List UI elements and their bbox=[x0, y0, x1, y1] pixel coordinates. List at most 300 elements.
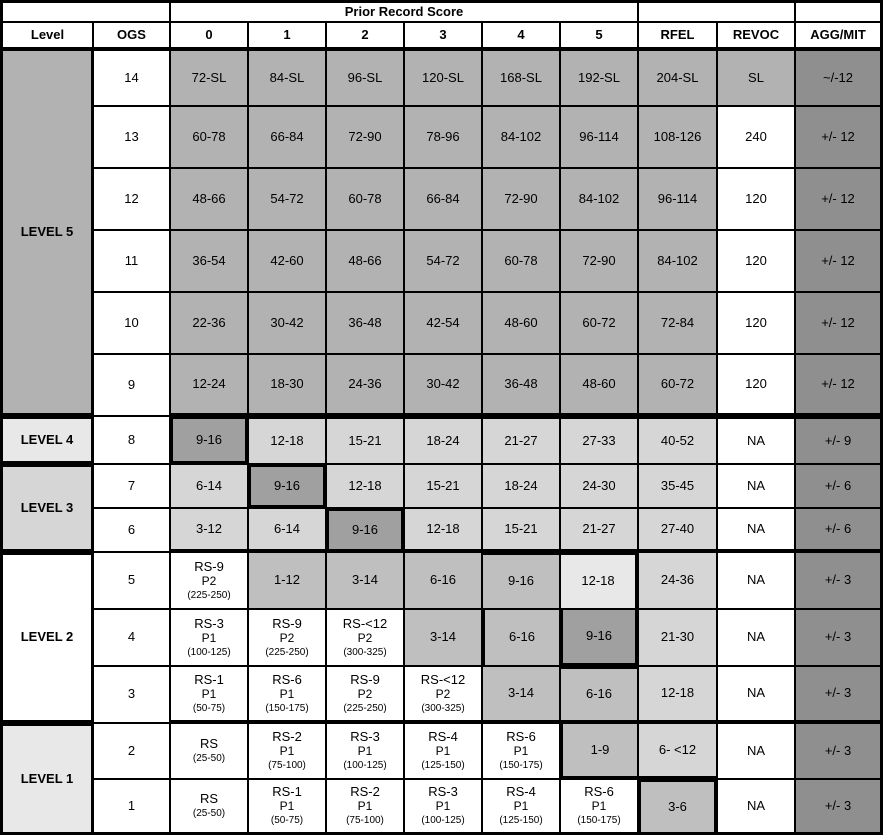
matrix-cell bbox=[326, 508, 404, 552]
matrix-cell bbox=[170, 106, 248, 168]
aggmit-cell bbox=[795, 508, 883, 552]
matrix-cell bbox=[482, 292, 560, 354]
cell-text: NA bbox=[746, 432, 766, 448]
matrix-cell bbox=[404, 292, 482, 354]
revoc-cell bbox=[717, 723, 795, 779]
matrix-cell bbox=[404, 464, 482, 508]
cell-text: 9-16 bbox=[507, 573, 535, 589]
cell-text: 60-78 bbox=[348, 190, 382, 206]
matrix-cell bbox=[404, 416, 482, 464]
header-aggmit bbox=[795, 22, 883, 48]
cell-text: RS-4 bbox=[506, 784, 536, 800]
cell-text: (300-325) bbox=[343, 646, 387, 658]
cell-text: 6-14 bbox=[273, 520, 301, 536]
cell-text: 27-33 bbox=[582, 432, 616, 448]
revoc-cell bbox=[717, 168, 795, 230]
cell-text: 12-18 bbox=[426, 520, 460, 536]
cell-text: 120 bbox=[745, 314, 767, 330]
matrix-cell bbox=[560, 666, 638, 723]
cell-text: AGG/MIT bbox=[810, 26, 866, 42]
matrix-cell bbox=[248, 416, 326, 464]
matrix-cell bbox=[638, 230, 717, 292]
revoc-cell bbox=[717, 106, 795, 168]
cell-text: (100-125) bbox=[343, 760, 387, 772]
cell-text: RS-3 bbox=[350, 729, 380, 745]
cell-text: 12-18 bbox=[581, 573, 615, 589]
cell-text: NA bbox=[746, 520, 766, 536]
ogs-cell bbox=[93, 723, 170, 779]
cell-text: 22-36 bbox=[192, 314, 226, 330]
cell-text: 3 bbox=[127, 686, 136, 702]
cell-text: 96-114 bbox=[657, 190, 698, 206]
cell-text: +/- 3 bbox=[824, 797, 852, 813]
cell-text: 54-72 bbox=[426, 252, 460, 268]
header-blank-aggmit bbox=[795, 0, 883, 22]
matrix-cell bbox=[170, 508, 248, 552]
matrix-cell bbox=[326, 292, 404, 354]
matrix-cell bbox=[482, 666, 560, 723]
matrix-cell bbox=[248, 464, 326, 508]
cell-text: +/- 12 bbox=[821, 128, 855, 144]
cell-text: 12-18 bbox=[660, 685, 695, 701]
cell-text: 120 bbox=[745, 252, 767, 268]
cell-text: Prior Record Score bbox=[344, 3, 464, 19]
cell-text: 15-21 bbox=[426, 477, 460, 493]
cell-text: P2 bbox=[279, 630, 295, 645]
cell-text: 18-30 bbox=[270, 375, 304, 391]
matrix-cell bbox=[248, 779, 326, 835]
cell-text: (50-75) bbox=[270, 815, 304, 827]
cell-text: 10 bbox=[124, 314, 139, 330]
cell-text: RS-9 bbox=[350, 671, 380, 687]
matrix-cell bbox=[482, 48, 560, 106]
matrix-cell bbox=[560, 292, 638, 354]
matrix-cell bbox=[326, 106, 404, 168]
cell-text: 36-48 bbox=[504, 375, 538, 391]
revoc-cell bbox=[717, 230, 795, 292]
matrix-cell bbox=[170, 552, 248, 609]
matrix-cell bbox=[248, 666, 326, 723]
cell-text: +/- 3 bbox=[824, 572, 852, 588]
aggmit-cell bbox=[795, 723, 883, 779]
aggmit-cell bbox=[795, 354, 883, 416]
matrix-cell bbox=[560, 230, 638, 292]
header-prs1 bbox=[248, 22, 326, 48]
header-prs0 bbox=[170, 22, 248, 48]
cell-text: 204-SL bbox=[656, 69, 699, 85]
cell-text: 4 bbox=[127, 629, 136, 645]
revoc-cell bbox=[717, 779, 795, 835]
cell-text: 9-16 bbox=[585, 628, 613, 644]
matrix-cell bbox=[638, 723, 717, 779]
cell-text: 36-48 bbox=[348, 314, 382, 330]
cell-text: 0 bbox=[205, 26, 213, 42]
cell-text: P1 bbox=[357, 799, 373, 814]
matrix-cell bbox=[326, 723, 404, 779]
ogs-cell bbox=[93, 48, 170, 106]
matrix-cell bbox=[638, 552, 717, 609]
cell-text: NA bbox=[746, 572, 766, 588]
cell-text: +/- 3 bbox=[824, 742, 852, 758]
cell-text: 72-90 bbox=[348, 128, 382, 144]
revoc-cell bbox=[717, 552, 795, 609]
cell-text: 60-72 bbox=[582, 314, 616, 330]
matrix-cell bbox=[326, 464, 404, 508]
cell-text: 21-30 bbox=[660, 629, 695, 645]
matrix-cell bbox=[482, 552, 560, 609]
cell-text: P2 bbox=[201, 573, 217, 588]
matrix-cell bbox=[638, 779, 717, 835]
cell-text: P1 bbox=[435, 799, 451, 814]
matrix-cell bbox=[482, 609, 560, 666]
matrix-cell bbox=[638, 354, 717, 416]
matrix-cell bbox=[482, 168, 560, 230]
cell-text: 24-36 bbox=[348, 375, 382, 391]
matrix-cell bbox=[170, 609, 248, 666]
matrix-cell bbox=[326, 609, 404, 666]
cell-text: 84-102 bbox=[500, 128, 542, 144]
cell-text: 48-66 bbox=[348, 252, 382, 268]
cell-text: +/- 9 bbox=[824, 432, 852, 448]
cell-text: RS-1 bbox=[194, 671, 224, 687]
matrix-cell bbox=[638, 464, 717, 508]
matrix-cell bbox=[170, 168, 248, 230]
cell-text: 84-SL bbox=[269, 69, 305, 85]
matrix-cell bbox=[248, 230, 326, 292]
cell-text: 14 bbox=[124, 69, 139, 85]
cell-text: 40-52 bbox=[660, 432, 695, 448]
cell-text: 2 bbox=[127, 742, 136, 758]
cell-text: 42-60 bbox=[270, 252, 304, 268]
header-prior-record-score bbox=[170, 0, 638, 22]
cell-text: 21-27 bbox=[504, 432, 538, 448]
cell-text: 3-14 bbox=[429, 629, 457, 645]
cell-text: 18-24 bbox=[504, 477, 538, 493]
level-label-5 bbox=[0, 48, 93, 416]
revoc-cell bbox=[717, 464, 795, 508]
matrix-cell bbox=[560, 416, 638, 464]
revoc-cell bbox=[717, 354, 795, 416]
ogs-cell bbox=[93, 609, 170, 666]
cell-text: 3-14 bbox=[507, 685, 535, 701]
matrix-cell bbox=[248, 106, 326, 168]
cell-text: (225-250) bbox=[187, 589, 231, 601]
cell-text: LEVEL 2 bbox=[20, 629, 74, 645]
cell-text: P1 bbox=[279, 799, 295, 814]
matrix-cell bbox=[404, 552, 482, 609]
matrix-cell bbox=[248, 552, 326, 609]
ogs-cell bbox=[93, 552, 170, 609]
matrix-cell bbox=[560, 508, 638, 552]
matrix-cell bbox=[560, 723, 638, 779]
cell-text: 60-78 bbox=[504, 252, 538, 268]
cell-text: (225-250) bbox=[343, 702, 387, 714]
cell-text: +/- 12 bbox=[821, 190, 855, 206]
matrix-cell bbox=[326, 48, 404, 106]
cell-text: LEVEL 1 bbox=[20, 770, 74, 786]
aggmit-cell bbox=[795, 106, 883, 168]
cell-text: RS-6 bbox=[272, 671, 302, 687]
matrix-cell bbox=[404, 106, 482, 168]
matrix-cell bbox=[482, 464, 560, 508]
aggmit-cell bbox=[795, 416, 883, 464]
cell-text: 18-24 bbox=[426, 432, 460, 448]
cell-text: 12-18 bbox=[270, 432, 304, 448]
aggmit-cell bbox=[795, 666, 883, 723]
matrix-cell bbox=[326, 354, 404, 416]
cell-text: NA bbox=[746, 797, 766, 813]
cell-text: (100-125) bbox=[421, 815, 465, 827]
header-rfel bbox=[638, 22, 717, 48]
cell-text: 3-14 bbox=[351, 572, 379, 588]
cell-text: 11 bbox=[124, 252, 139, 268]
cell-text: 48-60 bbox=[504, 314, 538, 330]
cell-text: 15-21 bbox=[504, 520, 538, 536]
cell-text: 1 bbox=[283, 26, 291, 42]
cell-text: RS-1 bbox=[272, 784, 302, 800]
aggmit-cell bbox=[795, 48, 883, 106]
aggmit-cell bbox=[795, 779, 883, 835]
cell-text: +/- 6 bbox=[824, 477, 852, 493]
cell-text: NA bbox=[746, 477, 766, 493]
matrix-cell bbox=[482, 723, 560, 779]
cell-text: 66-84 bbox=[426, 190, 460, 206]
cell-text: 3 bbox=[439, 26, 447, 42]
cell-text: 12-18 bbox=[348, 477, 382, 493]
cell-text: 6-16 bbox=[585, 686, 613, 702]
ogs-cell bbox=[93, 464, 170, 508]
aggmit-cell bbox=[795, 230, 883, 292]
matrix-cell bbox=[638, 168, 717, 230]
ogs-cell bbox=[93, 106, 170, 168]
matrix-cell bbox=[638, 508, 717, 552]
cell-text: (225-250) bbox=[265, 646, 309, 658]
matrix-cell bbox=[248, 292, 326, 354]
matrix-cell bbox=[170, 292, 248, 354]
cell-text: 48-66 bbox=[192, 190, 226, 206]
cell-text: 21-27 bbox=[582, 520, 616, 536]
matrix-cell bbox=[326, 168, 404, 230]
matrix-cell bbox=[638, 416, 717, 464]
cell-text: (125-150) bbox=[421, 760, 465, 772]
matrix-cell bbox=[248, 508, 326, 552]
matrix-cell bbox=[482, 354, 560, 416]
cell-text: 6 bbox=[127, 521, 136, 537]
cell-text: +/- 12 bbox=[821, 375, 855, 391]
cell-text: 5 bbox=[595, 26, 603, 42]
matrix-cell bbox=[404, 508, 482, 552]
cell-text: (150-175) bbox=[499, 760, 543, 772]
cell-text: NA bbox=[746, 742, 766, 758]
level-label-2 bbox=[0, 552, 93, 723]
cell-text: 4 bbox=[517, 26, 525, 42]
cell-text: SL bbox=[748, 69, 764, 85]
header-prs3 bbox=[404, 22, 482, 48]
cell-text: 9-16 bbox=[351, 521, 379, 537]
matrix-cell bbox=[404, 168, 482, 230]
cell-text: P1 bbox=[513, 744, 529, 759]
header-blank-topleft bbox=[0, 0, 170, 22]
cell-text: 9-16 bbox=[195, 431, 223, 447]
aggmit-cell bbox=[795, 609, 883, 666]
cell-text: 1-12 bbox=[273, 572, 301, 588]
matrix-cell bbox=[404, 48, 482, 106]
level-label-1 bbox=[0, 723, 93, 835]
ogs-cell bbox=[93, 779, 170, 835]
cell-text: 3-12 bbox=[195, 520, 223, 536]
header-revoc bbox=[717, 22, 795, 48]
matrix-cell bbox=[638, 666, 717, 723]
matrix-cell bbox=[404, 779, 482, 835]
cell-text: 12 bbox=[124, 190, 139, 206]
cell-text: 54-72 bbox=[270, 190, 304, 206]
ogs-cell bbox=[93, 168, 170, 230]
cell-text: 96-114 bbox=[579, 128, 619, 144]
aggmit-cell bbox=[795, 552, 883, 609]
header-prs2 bbox=[326, 22, 404, 48]
cell-text: 6- <12 bbox=[658, 741, 697, 757]
matrix-cell bbox=[326, 416, 404, 464]
cell-text: 72-90 bbox=[504, 190, 538, 206]
matrix-cell bbox=[482, 230, 560, 292]
matrix-cell bbox=[482, 508, 560, 552]
matrix-cell bbox=[248, 354, 326, 416]
header-level bbox=[0, 22, 93, 48]
cell-text: RS bbox=[199, 736, 219, 752]
matrix-cell bbox=[404, 723, 482, 779]
ogs-cell bbox=[93, 230, 170, 292]
cell-text: 12-24 bbox=[192, 375, 226, 391]
level-label-3 bbox=[0, 464, 93, 552]
cell-text: 84-102 bbox=[657, 252, 698, 268]
matrix-cell bbox=[326, 666, 404, 723]
cell-text: 5 bbox=[127, 572, 136, 588]
cell-text: 72-84 bbox=[660, 314, 695, 330]
matrix-cell bbox=[170, 723, 248, 779]
revoc-cell bbox=[717, 416, 795, 464]
cell-text: 15-21 bbox=[348, 432, 382, 448]
cell-text: 24-30 bbox=[582, 477, 616, 493]
cell-text: 78-96 bbox=[426, 128, 460, 144]
cell-text: (25-50) bbox=[192, 808, 226, 820]
cell-text: 2 bbox=[361, 26, 369, 42]
cell-text: 9-16 bbox=[273, 477, 301, 493]
cell-text: 35-45 bbox=[660, 477, 695, 493]
matrix-cell bbox=[170, 779, 248, 835]
cell-text: 24-36 bbox=[660, 572, 695, 588]
cell-text: (25-50) bbox=[192, 753, 226, 765]
cell-text: LEVEL 3 bbox=[20, 499, 74, 515]
matrix-cell bbox=[638, 609, 717, 666]
cell-text: 60-72 bbox=[660, 375, 695, 391]
matrix-cell bbox=[326, 779, 404, 835]
cell-text: 120 bbox=[745, 190, 767, 206]
cell-text: RS-4 bbox=[428, 729, 458, 745]
cell-text: RS-3 bbox=[194, 615, 224, 631]
matrix-cell bbox=[326, 230, 404, 292]
cell-text: P1 bbox=[279, 686, 295, 701]
matrix-cell bbox=[560, 779, 638, 835]
cell-text: RS-9 bbox=[272, 615, 302, 631]
ogs-cell bbox=[93, 292, 170, 354]
cell-text: 6-16 bbox=[429, 572, 457, 588]
cell-text: 72-SL bbox=[191, 69, 227, 85]
cell-text: (50-75) bbox=[192, 702, 226, 714]
matrix-cell bbox=[170, 464, 248, 508]
matrix-cell bbox=[560, 48, 638, 106]
cell-text: (300-325) bbox=[421, 702, 465, 714]
cell-text: (150-175) bbox=[265, 702, 309, 714]
cell-text: NA bbox=[746, 685, 766, 701]
cell-text: RS-6 bbox=[584, 784, 614, 800]
cell-text: P1 bbox=[435, 744, 451, 759]
ogs-cell bbox=[93, 508, 170, 552]
matrix-cell bbox=[560, 464, 638, 508]
cell-text: (150-175) bbox=[577, 815, 621, 827]
cell-text: (75-100) bbox=[268, 760, 306, 772]
cell-text: +/- 3 bbox=[824, 685, 852, 701]
cell-text: 120 bbox=[745, 375, 767, 391]
header-blank-rfel-revoc bbox=[638, 0, 795, 22]
cell-text: 60-78 bbox=[192, 128, 226, 144]
cell-text: 36-54 bbox=[192, 252, 226, 268]
cell-text: 42-54 bbox=[426, 314, 460, 330]
cell-text: P2 bbox=[435, 686, 451, 701]
header-prs4 bbox=[482, 22, 560, 48]
cell-text: ~/-12 bbox=[823, 69, 853, 85]
matrix-cell bbox=[248, 48, 326, 106]
matrix-cell bbox=[170, 416, 248, 464]
cell-text: 1-9 bbox=[590, 741, 610, 757]
cell-text: 13 bbox=[124, 128, 139, 144]
cell-text: RS-3 bbox=[428, 784, 458, 800]
cell-text: 168-SL bbox=[500, 69, 542, 85]
matrix-cell bbox=[404, 609, 482, 666]
matrix-cell bbox=[404, 230, 482, 292]
cell-text: LEVEL 5 bbox=[20, 223, 74, 239]
matrix-cell bbox=[638, 106, 717, 168]
cell-text: P1 bbox=[279, 744, 295, 759]
matrix-cell bbox=[638, 292, 717, 354]
cell-text: P1 bbox=[201, 686, 217, 701]
revoc-cell bbox=[717, 666, 795, 723]
ogs-cell bbox=[93, 666, 170, 723]
header-prs5 bbox=[560, 22, 638, 48]
matrix-cell bbox=[560, 552, 638, 609]
cell-text: RS-2 bbox=[350, 784, 380, 800]
matrix-cell bbox=[482, 106, 560, 168]
matrix-cell bbox=[404, 666, 482, 723]
cell-text: 120-SL bbox=[422, 69, 464, 85]
cell-text: P2 bbox=[357, 630, 373, 645]
cell-text: +/- 6 bbox=[824, 520, 852, 536]
matrix-cell bbox=[248, 609, 326, 666]
cell-text: NA bbox=[746, 629, 766, 645]
matrix-cell bbox=[326, 552, 404, 609]
matrix-cell bbox=[248, 168, 326, 230]
matrix-cell bbox=[170, 48, 248, 106]
cell-text: RS-9 bbox=[194, 558, 224, 574]
revoc-cell bbox=[717, 48, 795, 106]
cell-text: 66-84 bbox=[270, 128, 304, 144]
revoc-cell bbox=[717, 292, 795, 354]
ogs-cell bbox=[93, 416, 170, 464]
matrix-cell bbox=[482, 779, 560, 835]
level-label-4 bbox=[0, 416, 93, 464]
cell-text: 72-90 bbox=[582, 252, 616, 268]
ogs-cell bbox=[93, 354, 170, 416]
matrix-cell bbox=[170, 230, 248, 292]
